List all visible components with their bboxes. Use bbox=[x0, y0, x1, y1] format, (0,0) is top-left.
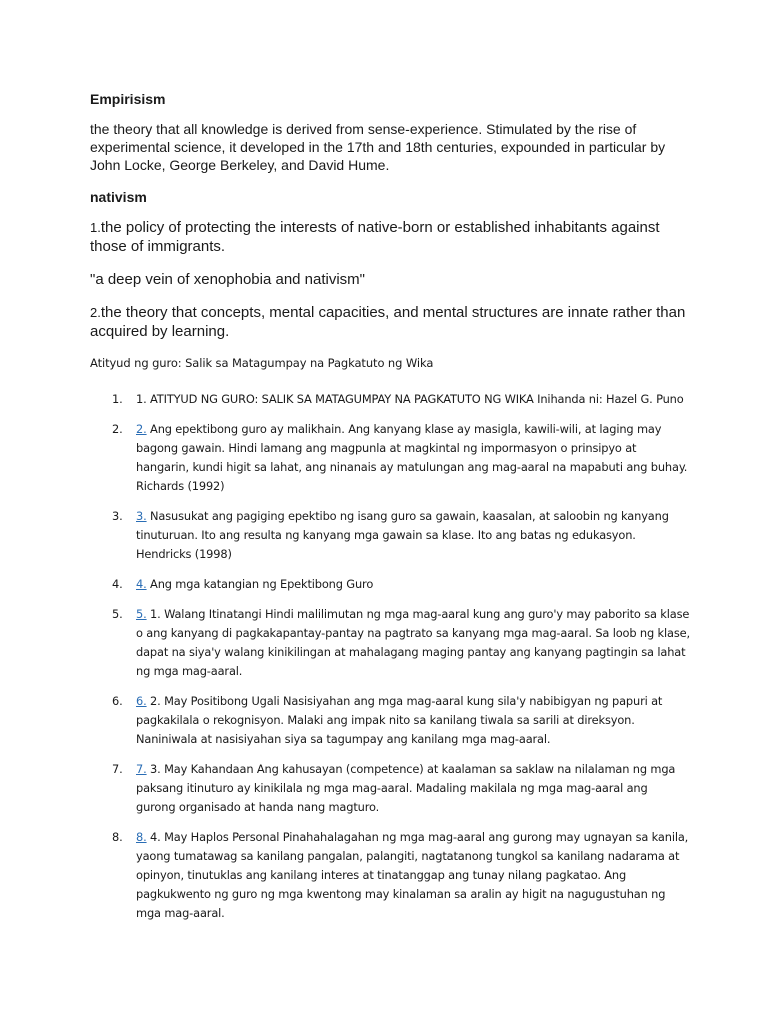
list-item bbox=[90, 760, 690, 817]
definition-number: 2. bbox=[90, 305, 101, 320]
slide-link[interactable]: 3. bbox=[136, 509, 147, 523]
list-item-text: 1. Walang Itinatangi Hindi malilimutan ng mga mag-aaral kung ang guro'y may paborito sa klase o ang kanyang di pagkakapantay-pantay na pagtrato sa kanyang mga mag-aaral. Sa loob ng klase, dapat na siya'y walang kinikilingan at mahalagang maging pantay ang kanyang pagtingin sa lahat ng mga mag-aaral. bbox=[136, 607, 690, 678]
list-item-text: 3. May Kahandaan Ang kahusayan (competence) at kaalaman sa saklaw na nilalaman ng mga paksang itinuturo ay kinikilala ng mga mag-aaral. Madaling makilala ng mga mag-aaral ang gurong organisado at handa nang magturo. bbox=[136, 762, 676, 814]
list-item bbox=[90, 575, 690, 594]
list-marker: 5. bbox=[112, 607, 123, 621]
definition-text: the theory that concepts, mental capacities, and mental structures are innate rather than acquired by learning. bbox=[90, 304, 686, 340]
term-heading: Empirisism bbox=[90, 91, 166, 107]
slide-link[interactable]: 7. bbox=[136, 762, 147, 776]
list-item-text: 4. May Haplos Personal Pinahahalagahan ng mga mag-aaral ang gurong may ugnayan sa kanila, yaong tumatawag sa kanilang pangalan, palangiti, nagtatanong tungkol sa kanilang nadarama at opinyon, tinutuklas ang kanilang interes at tinatanggap ang tunay nilang pagkatao. Ang pagkukwento ng guro ng mga kwentong may kinalaman sa aralin ay higit na nagugustuhan ng mga mag-aaral. bbox=[136, 830, 689, 920]
list-marker: 3. bbox=[112, 509, 123, 523]
term-heading: nativism bbox=[90, 189, 147, 205]
list-item-text: Ang mga katangian ng Epektibong Guro bbox=[146, 577, 374, 591]
list-item bbox=[90, 420, 690, 496]
list-marker: 7. bbox=[112, 762, 123, 776]
term-definition bbox=[90, 303, 690, 341]
list-marker: 1. bbox=[112, 392, 123, 406]
list-marker: 6. bbox=[112, 694, 123, 708]
numbered-list bbox=[90, 390, 690, 923]
list-item bbox=[90, 828, 690, 923]
list-marker: 4. bbox=[112, 577, 123, 591]
term-definition bbox=[90, 218, 690, 256]
definition-number: 1. bbox=[90, 220, 101, 235]
list-item-text: 2. May Positibong Ugali Nasisiyahan ang mga mag-aaral kung sila'y nabibigyan ng papuri at pagkakilala o rekognisyon. Malaki ang impak nito sa kanilang tiwala sa sarili at direksyon. Naniniwala at nasisiyahan siya sa tagumpay ang kanilang mga mag-aaral. bbox=[136, 694, 663, 746]
slide-link[interactable]: 5. bbox=[136, 607, 147, 621]
example-quote: "a deep vein of xenophobia and nativism" bbox=[90, 271, 366, 288]
list-item bbox=[90, 390, 690, 409]
document-page bbox=[90, 90, 690, 934]
slide-link[interactable]: 4. bbox=[136, 577, 147, 591]
list-item-text: Ang epektibong guro ay malikhain. Ang kanyang klase ay masigla, kawili-wili, at laging may bagong gawain. Hindi lamang ang magpunla at magkintal ng impormasyon o prinsipyo at hangarin, kundi higit sa lahat, ang ninanais ay matulungan ang mag-aaral na mapabuti ang buhay. Richards (1992) bbox=[136, 422, 688, 493]
list-item bbox=[90, 692, 690, 749]
section-title: Atityud ng guro: Salik sa Matagumpay na Pagkatuto ng Wika bbox=[90, 356, 434, 370]
definition-text: the policy of protecting the interests of native-born or established inhabitants against those of immigrants. bbox=[90, 219, 660, 255]
list-marker: 2. bbox=[112, 422, 123, 436]
term-definition: the theory that all knowledge is derived from sense-experience. Stimulated by the rise of experimental science, it developed in the 17th and 18th centuries, expounded in particular by John Locke, George Berkeley, and David Hume. bbox=[90, 121, 666, 173]
list-item-text: Nasusukat ang pagiging epektibo ng isang guro sa gawain, kaasalan, at saloobin ng kanyang tinuturuan. Ito ang resulta ng kanyang mga gawain sa klase. Ito ang batas ng edukasyon. Hendricks (1998) bbox=[136, 509, 669, 561]
slide-link[interactable]: 2. bbox=[136, 422, 147, 436]
list-item bbox=[90, 605, 690, 681]
list-item bbox=[90, 507, 690, 564]
list-marker: 8. bbox=[112, 830, 123, 844]
list-item-text: 1. ATITYUD NG GURO: SALIK SA MATAGUMPAY NA PAGKATUTO NG WIKA Inihanda ni: Hazel G. Puno bbox=[136, 392, 684, 406]
slide-link[interactable]: 8. bbox=[136, 830, 147, 844]
slide-link[interactable]: 6. bbox=[136, 694, 147, 708]
